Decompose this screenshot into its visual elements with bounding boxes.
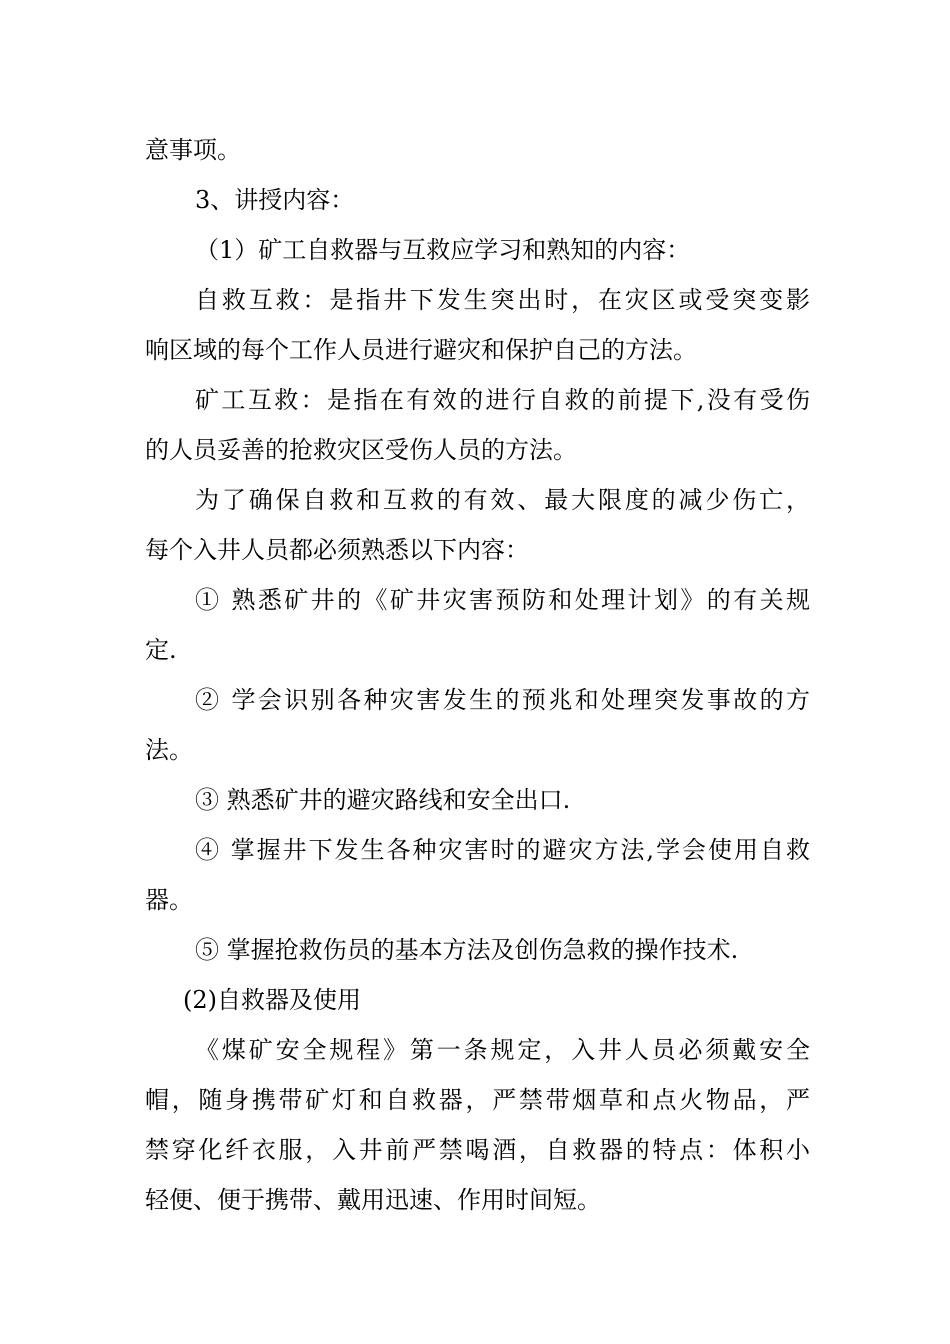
text-line: 为了确保自救和互救的有效、最大限度的减少伤亡， bbox=[195, 486, 810, 514]
text-line: 矿工互救：是指在有效的进行自救的前提下,没有受伤 bbox=[195, 386, 810, 414]
text-line: 的人员妥善的抢救灾区受伤人员的方法。 bbox=[145, 436, 577, 464]
subsection-heading: (2)自救器及使用 bbox=[183, 986, 361, 1014]
text-line: 禁穿化纤衣服，入井前严禁喝酒，自救器的特点：体积小 bbox=[145, 1136, 810, 1164]
text-line: 意事项。 bbox=[145, 136, 241, 164]
text-line: 定. bbox=[145, 636, 177, 664]
list-item: ③ 熟悉矿井的避灾路线和安全出口. bbox=[195, 786, 571, 814]
text-line: 每个入井人员都必须熟悉以下内容： bbox=[145, 536, 529, 564]
subsection-heading: （1）矿工自救器与互救应学习和熟知的内容： bbox=[195, 236, 691, 264]
text-line: 响区域的每个工作人员进行避灾和保护自己的方法。 bbox=[145, 336, 697, 364]
list-item: ④ 掌握井下发生各种灾害时的避灾方法,学会使用自救 bbox=[195, 836, 810, 864]
text-line: 《煤矿安全规程》第一条规定，入井人员必须戴安全 bbox=[195, 1036, 810, 1064]
text-line: 法。 bbox=[145, 736, 193, 764]
list-item: ⑤ 掌握抢救伤员的基本方法及创伤急救的操作技术. bbox=[195, 936, 739, 964]
list-item: ② 学会识别各种灾害发生的预兆和处理突发事故的方 bbox=[195, 686, 810, 714]
text-line: 器。 bbox=[145, 886, 193, 914]
section-heading: 3、讲授内容： bbox=[195, 186, 355, 214]
text-line: 轻便、便于携带、戴用迅速、作用时间短。 bbox=[145, 1186, 601, 1214]
text-line: 自救互救：是指井下发生突出时，在灾区或受突变影 bbox=[195, 286, 810, 314]
list-item: ① 熟悉矿井的《矿井灾害预防和处理计划》的有关规 bbox=[195, 586, 810, 614]
text-line: 帽，随身携带矿灯和自救器，严禁带烟草和点火物品，严 bbox=[145, 1086, 810, 1114]
